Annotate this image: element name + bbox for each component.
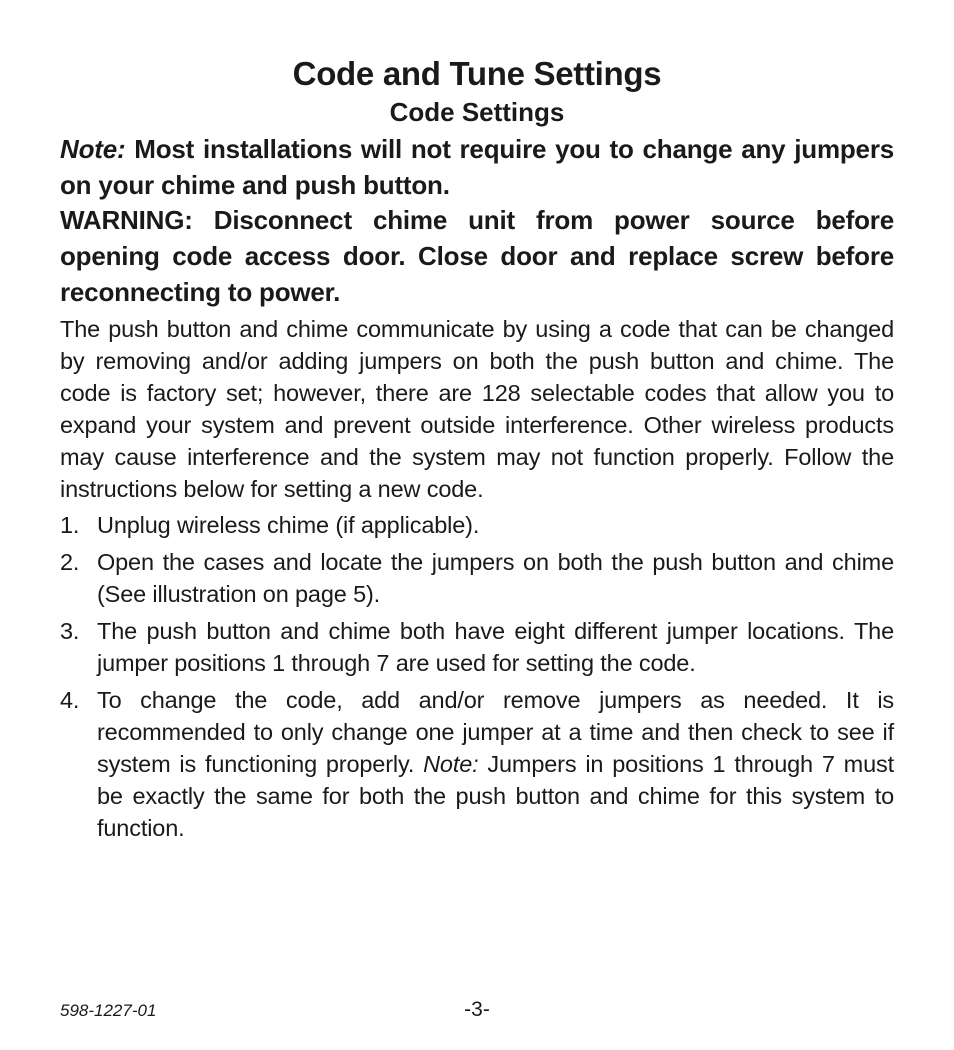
step-number: 2. xyxy=(60,549,80,575)
document-code: 598-1227-01 xyxy=(60,1001,157,1020)
instruction-list xyxy=(60,509,894,849)
note-paragraph xyxy=(60,131,894,203)
manual-page xyxy=(60,0,894,1050)
step-text-continued: Jumpers in positions 1 through 7 must be exactly the same for both the push button and chime for this system to function. xyxy=(97,751,894,841)
section-subtitle: Code Settings xyxy=(389,97,565,127)
page-number: -3- xyxy=(464,998,490,1021)
instruction-step xyxy=(60,684,894,844)
step-text: Open the cases and locate the jumpers on both the push button and chime (See illustration on page 5). xyxy=(97,549,894,607)
instruction-step xyxy=(60,509,894,541)
step-text: Unplug wireless chime (if applicable). xyxy=(97,512,480,538)
step-number: 4. xyxy=(60,687,80,713)
step-number: 1. xyxy=(60,512,80,538)
warning-paragraph: WARNING: Disconnect chime unit from power source before opening code access door. Close door and replace screw before reconnecting to power. xyxy=(60,205,894,307)
step-text: The push button and chime both have eight different jumper locations. The jumper positions 1 through 7 are used for setting the code. xyxy=(97,618,894,676)
page-title: Code and Tune Settings xyxy=(292,55,662,92)
note-text: Most installations will not require you to change any jumpers on your chime and push button. xyxy=(60,134,894,200)
note-label: Note: xyxy=(60,134,126,164)
instruction-step xyxy=(60,546,894,610)
step-note-label: Note: xyxy=(423,751,479,777)
body-paragraph: The push button and chime communicate by using a code that can be changed by removing and/or adding jumpers on both the push button and chime. The code is factory set; however, there are 128 selectable codes that allow you to expand your system and prevent outside interference. Other wireless products may cause interference and the system may not function properly. Follow the instructions below for setting a new code. xyxy=(60,316,894,502)
step-text: To change the code, add and/or remove jumpers as needed. It is recommended to only change one jumper at a time and then check to see if system is functioning properly. xyxy=(97,687,894,777)
instruction-step xyxy=(60,615,894,679)
step-number: 3. xyxy=(60,618,80,644)
